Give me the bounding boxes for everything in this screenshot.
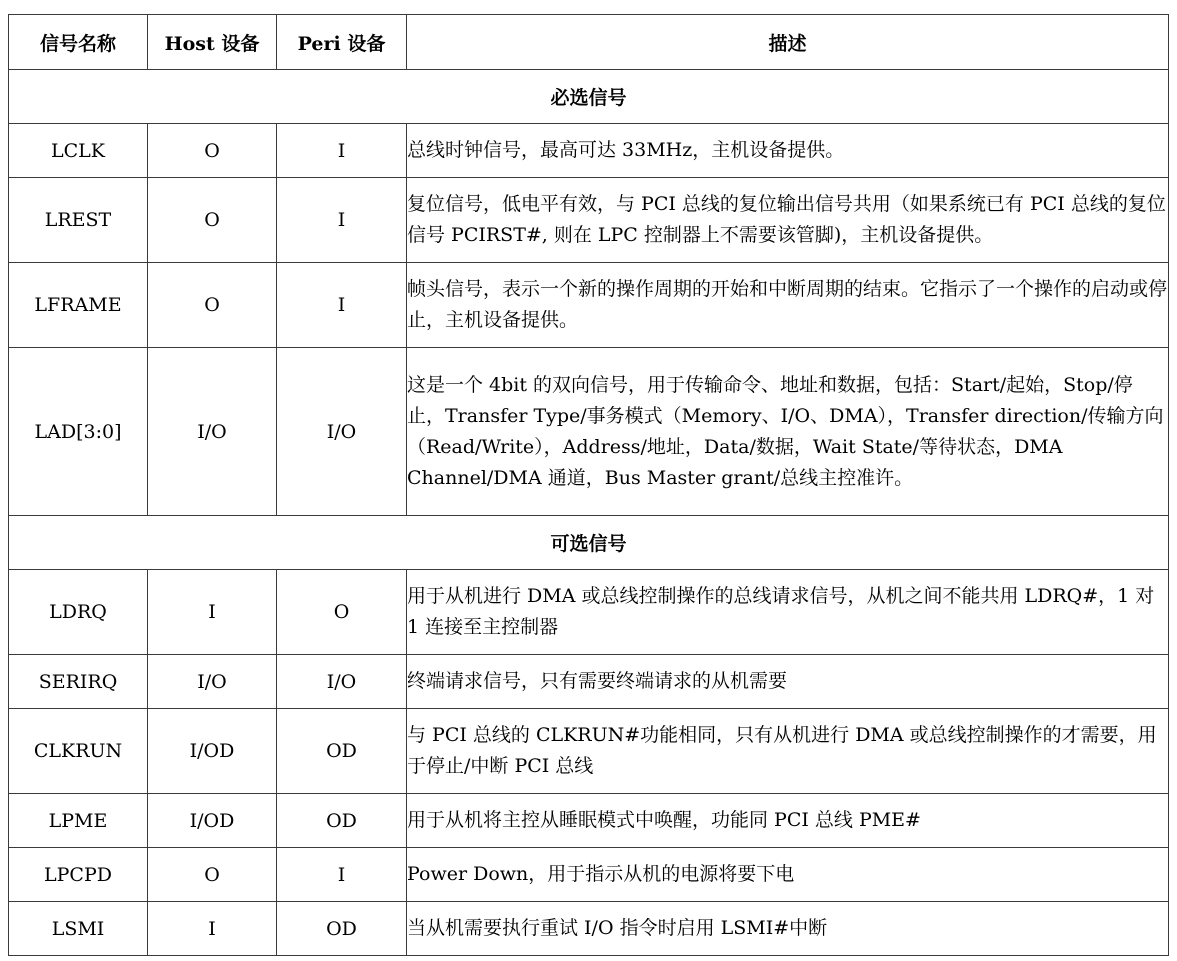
signal-description: 这是一个 4bit 的双向信号，用于传输命令、地址和数据，包括：Start/起始，Stop/停止，Transfer Type/事务模式（Memory、I/O、DMA），Transfer direction/传输方向（Read/Write），Address/地址，Data/数据，Wait State/等待状态，DMA Channel/DMA 通道，Bus Master grant/总线主控准许。 — [407, 348, 1169, 516]
peri-direction: I/O — [277, 655, 407, 709]
host-direction: O — [148, 848, 277, 902]
table-row — [9, 848, 1169, 902]
header-description: 描述 — [407, 15, 1169, 70]
signal-table — [8, 14, 1169, 956]
header-peri-device: Peri 设备 — [277, 15, 407, 70]
table-row — [9, 263, 1169, 348]
peri-direction: OD — [277, 794, 407, 848]
signal-name: LCLK — [9, 124, 148, 178]
signal-description: 帧头信号，表示一个新的操作周期的开始和中断周期的结束。它指示了一个操作的启动或停止，主机设备提供。 — [407, 263, 1169, 348]
signal-name: LPCPD — [9, 848, 148, 902]
signal-description: 用于从机进行 DMA 或总线控制操作的总线请求信号，从机之间不能共用 LDRQ#，1 对 1 连接至主控制器 — [407, 570, 1169, 655]
signal-name: CLKRUN — [9, 709, 148, 794]
host-direction: I — [148, 902, 277, 956]
host-direction: I/OD — [148, 794, 277, 848]
signal-name: LDRQ — [9, 570, 148, 655]
peri-direction: OD — [277, 902, 407, 956]
signal-description: 终端请求信号，只有需要终端请求的从机需要 — [407, 655, 1169, 709]
host-direction: I — [148, 570, 277, 655]
signal-name: LAD[3:0] — [9, 348, 148, 516]
host-direction: O — [148, 124, 277, 178]
peri-direction: OD — [277, 709, 407, 794]
peri-direction: I/O — [277, 348, 407, 516]
signal-description: 当从机需要执行重试 I/O 指令时启用 LSMI#中断 — [407, 902, 1169, 956]
table-row — [9, 124, 1169, 178]
host-direction: I/O — [148, 348, 277, 516]
peri-direction: I — [277, 124, 407, 178]
header-host-device: Host 设备 — [148, 15, 277, 70]
host-direction: O — [148, 263, 277, 348]
header-row — [9, 15, 1169, 70]
host-direction: I/O — [148, 655, 277, 709]
section-row-required — [9, 70, 1169, 124]
table-row — [9, 570, 1169, 655]
signal-description: 复位信号，低电平有效，与 PCI 总线的复位输出信号共用（如果系统已有 PCI 总线的复位信号 PCIRST#, 则在 LPC 控制器上不需要该管脚)，主机设备提供。 — [407, 178, 1169, 263]
table-row — [9, 655, 1169, 709]
signal-description: 用于从机将主控从睡眠模式中唤醒，功能同 PCI 总线 PME# — [407, 794, 1169, 848]
signal-name: LFRAME — [9, 263, 148, 348]
signal-name: LPME — [9, 794, 148, 848]
host-direction: I/OD — [148, 709, 277, 794]
table-row — [9, 794, 1169, 848]
host-direction: O — [148, 178, 277, 263]
header-signal-name: 信号名称 — [9, 15, 148, 70]
signal-name: LREST — [9, 178, 148, 263]
signal-name: SERIRQ — [9, 655, 148, 709]
peri-direction: I — [277, 263, 407, 348]
signal-description: Power Down，用于指示从机的电源将要下电 — [407, 848, 1169, 902]
section-title: 可选信号 — [9, 516, 1169, 570]
table-row — [9, 902, 1169, 956]
section-title: 必选信号 — [9, 70, 1169, 124]
peri-direction: I — [277, 178, 407, 263]
peri-direction: I — [277, 848, 407, 902]
table-row — [9, 709, 1169, 794]
signal-description: 与 PCI 总线的 CLKRUN#功能相同，只有从机进行 DMA 或总线控制操作的才需要，用于停止/中断 PCI 总线 — [407, 709, 1169, 794]
table-row — [9, 178, 1169, 263]
section-row-optional — [9, 516, 1169, 570]
peri-direction: O — [277, 570, 407, 655]
table-row — [9, 348, 1169, 516]
signal-description: 总线时钟信号，最高可达 33MHz，主机设备提供。 — [407, 124, 1169, 178]
signal-name: LSMI — [9, 902, 148, 956]
